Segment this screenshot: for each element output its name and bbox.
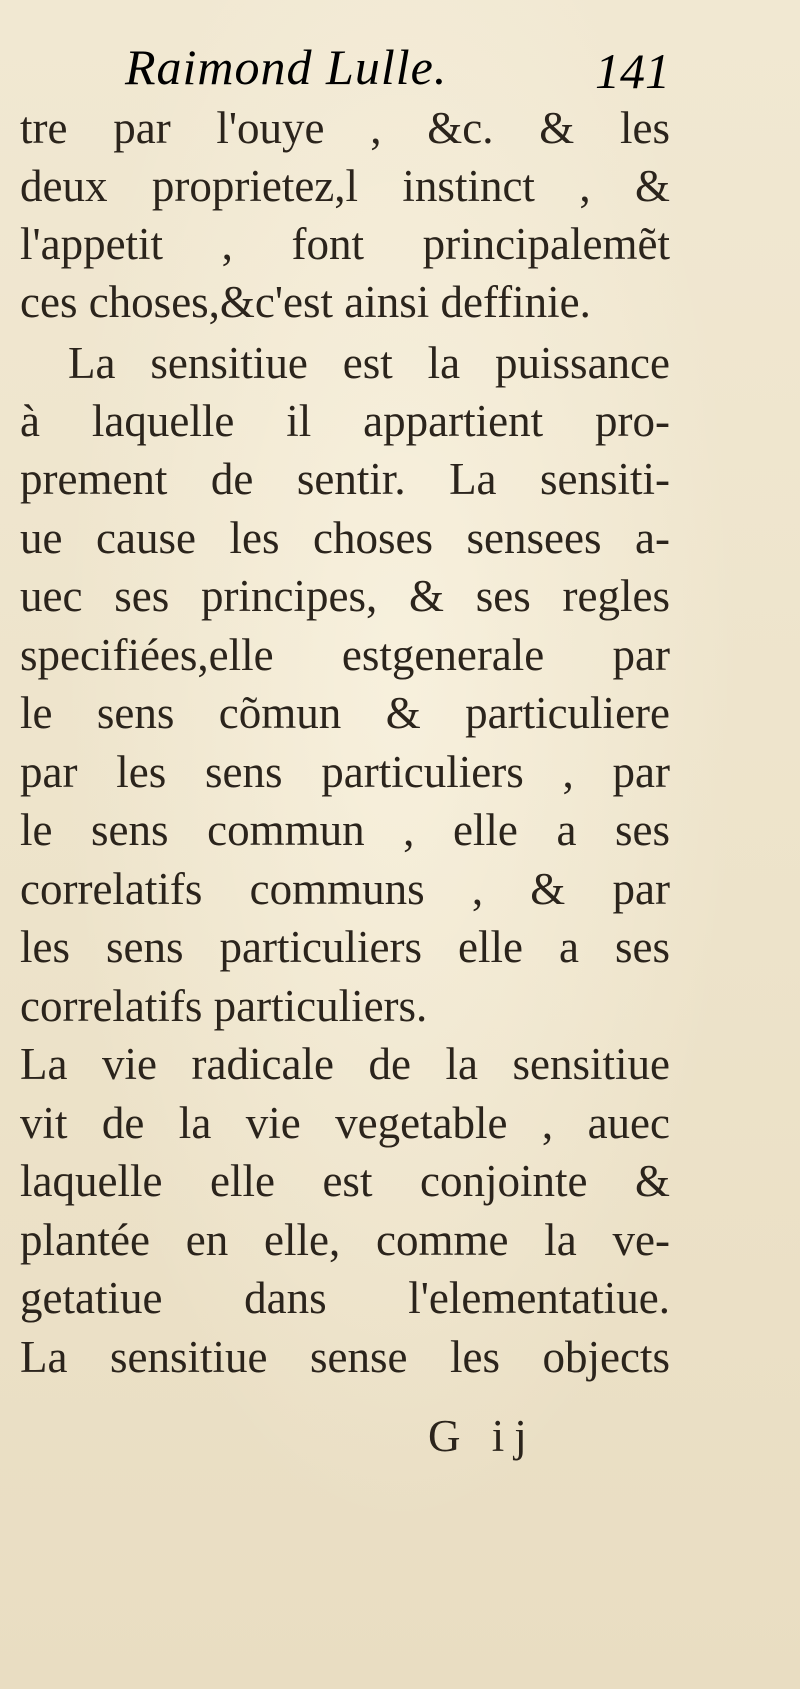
text-line: prement de sentir. La sensiti- [20, 454, 670, 504]
text-line: ue cause les choses sensees a- [20, 513, 670, 563]
text-line: correlatifs particuliers. [20, 981, 428, 1031]
text-line: par les sens particuliers , par [20, 747, 670, 797]
page-number: 141 [595, 43, 670, 99]
text-line: à laquelle il appartient pro- [20, 396, 670, 446]
text-line: tre par l'ouye , &c. & les [20, 103, 670, 153]
page-header [125, 38, 670, 98]
text-line: deux proprietez,l instinct , & [20, 161, 670, 211]
text-line: La vie radicale de la sensitiue [20, 1039, 670, 1089]
text-line: La sensitiue sense les objects [20, 1332, 670, 1382]
text-line: La sensitiue est la puissance [68, 338, 670, 388]
text-line: ces choses,&c'est ainsi deffinie. [20, 277, 591, 327]
text-line: laquelle elle est conjointe & [20, 1156, 670, 1206]
signature-mark: G ij [428, 1411, 537, 1461]
text-line: vit de la vie vegetable , auec [20, 1098, 670, 1148]
text-line: l'appetit , font principalemẽt [20, 219, 670, 269]
text-line: uec ses principes, & ses regles [20, 571, 670, 621]
text-line: correlatifs communs , & par [20, 864, 670, 914]
text-line: specifiées,elle estgenerale par [20, 630, 670, 680]
text-line: plantée en elle, comme la ve- [20, 1215, 670, 1265]
running-head: Raimond Lulle. [125, 39, 448, 95]
text-line: les sens particuliers elle a ses [20, 922, 670, 972]
text-line: le sens commun , elle a ses [20, 805, 670, 855]
text-line: getatiue dans l'elementatiue. [20, 1273, 670, 1323]
text-line: le sens cõmun & particuliere [20, 688, 670, 738]
